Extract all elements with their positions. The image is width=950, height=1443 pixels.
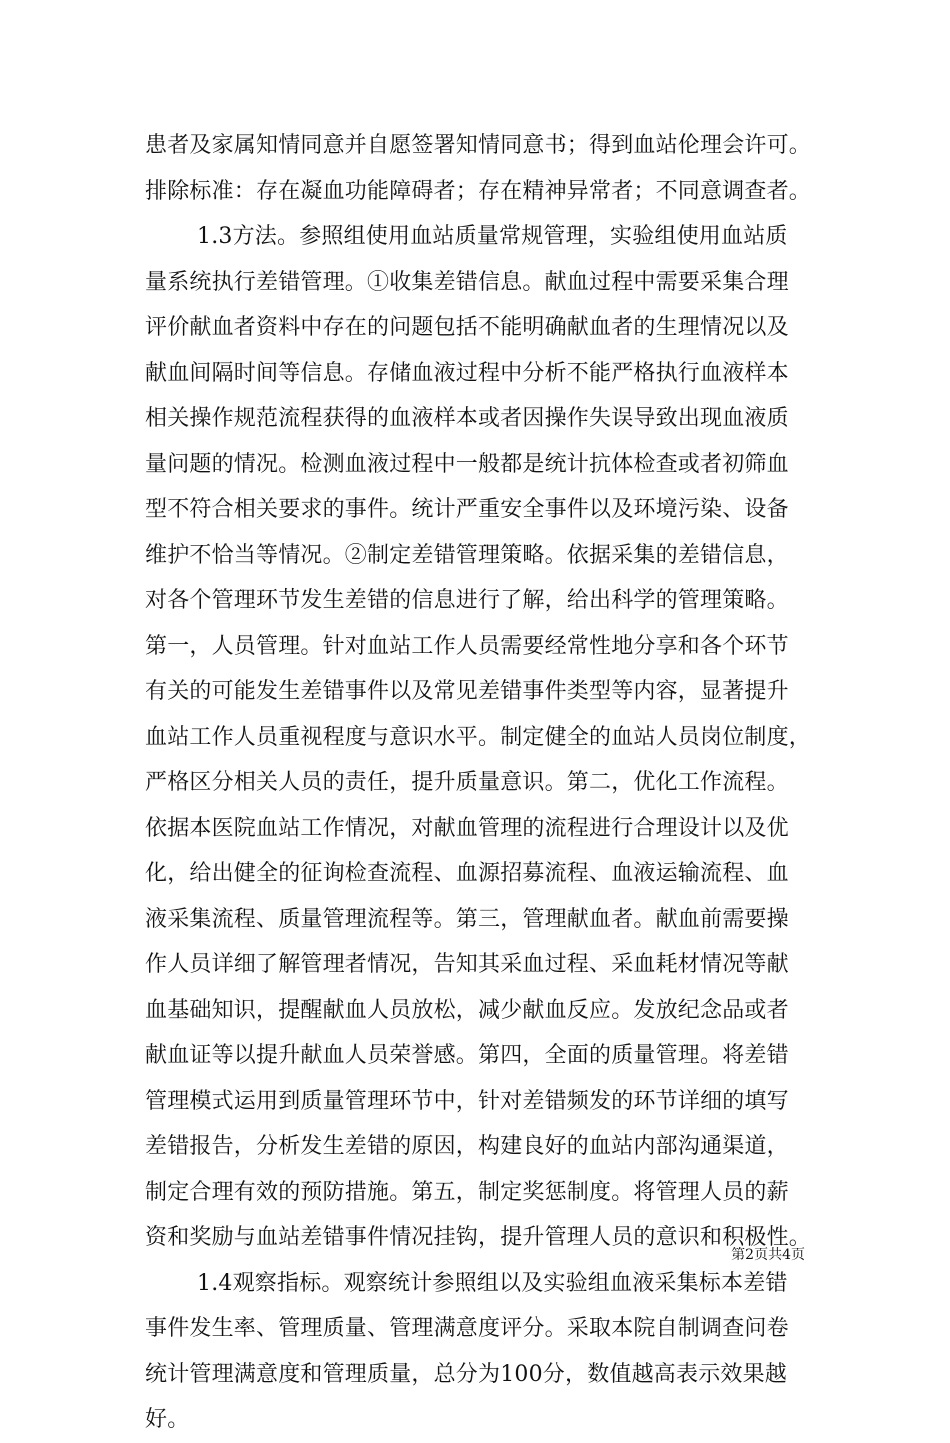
body-text <box>145 123 815 1443</box>
text-line: 管理模式运用到质量管理环节中，针对差错频发的环节详细的填写 <box>145 1088 789 1114</box>
text-line: 量问题的情况。检测血液过程中一般都是统计抗体检查或者初筛血 <box>145 451 789 477</box>
page-number-footer: 第2页共4页 <box>731 1247 805 1263</box>
text-line: 血站工作人员重视程度与意识水平。制定健全的血站人员岗位制度， <box>145 724 812 750</box>
text-line: 型不符合相关要求的事件。统计严重安全事件以及环境污染、设备 <box>145 497 789 522</box>
text-line: 依据本医院血站工作情况，对献血管理的流程进行合理设计以及优 <box>145 815 789 841</box>
text-line: 严格区分相关人员的责任，提升质量意识。第二，优化工作流程。 <box>145 770 789 795</box>
text-line: 制定合理有效的预防措施。第五，制定奖惩制度。将管理人员的薪 <box>145 1179 789 1205</box>
text-line: 好。 <box>145 1407 190 1432</box>
text-line: 评价献血者资料中存在的问题包括不能明确献血者的生理情况以及 <box>145 315 789 340</box>
text-line: 有关的可能发生差错事件以及常见差错事件类型等内容，显著提升 <box>145 679 789 704</box>
text-line: 液采集流程、质量管理流程等。第三，管理献血者。献血前需要操 <box>145 906 789 932</box>
text-line: 血基础知识，提醒献血人员放松，减少献血反应。发放纪念品或者 <box>145 997 789 1023</box>
text-line: 对各个管理环节发生差错的信息进行了解，给出科学的管理策略。 <box>145 588 789 613</box>
text-line: 统计管理满意度和管理质量，总分为100分，数值越高表示效果越 <box>145 1361 787 1387</box>
text-line: 作人员详细了解管理者情况，告知其采血过程、采血耗材情况等献 <box>145 952 789 977</box>
text-line: 1.3方法。参照组使用血站质量常规管理，实验组使用血站质 <box>197 224 788 249</box>
text-line: 患者及家属知情同意并自愿签署知情同意书；得到血站伦理会许可。 <box>145 133 812 158</box>
text-line: 1.4观察指标。观察统计参照组以及实验组血液采集标本差错 <box>197 1270 788 1296</box>
text-line: 第一，人员管理。针对血站工作人员需要经常性地分享和各个环节 <box>145 633 789 659</box>
text-line: 维护不恰当等情况。②制定差错管理策略。依据采集的差错信息， <box>145 542 789 568</box>
text-line: 资和奖励与血站差错事件情况挂钩，提升管理人员的意识和积极性。 <box>145 1225 812 1250</box>
text-line: 献血间隔时间等信息。存储血液过程中分析不能严格执行血液样本 <box>145 360 789 386</box>
text-line: 差错报告，分析发生差错的原因，构建良好的血站内部沟通渠道， <box>145 1134 789 1159</box>
text-line: 化，给出健全的征询检查流程、血源招募流程、血液运输流程、血 <box>145 861 789 886</box>
text-line: 排除标准：存在凝血功能障碍者；存在精神异常者；不同意调查者。 <box>145 178 812 204</box>
text-line: 献血证等以提升献血人员荣誉感。第四，全面的质量管理。将差错 <box>145 1043 789 1068</box>
text-line: 量系统执行差错管理。①收集差错信息。献血过程中需要采集合理 <box>145 269 789 295</box>
text-line: 相关操作规范流程获得的血液样本或者因操作失误导致出现血液质 <box>145 406 789 431</box>
text-line: 事件发生率、管理质量、管理满意度评分。采取本院自制调查问卷 <box>145 1316 789 1341</box>
